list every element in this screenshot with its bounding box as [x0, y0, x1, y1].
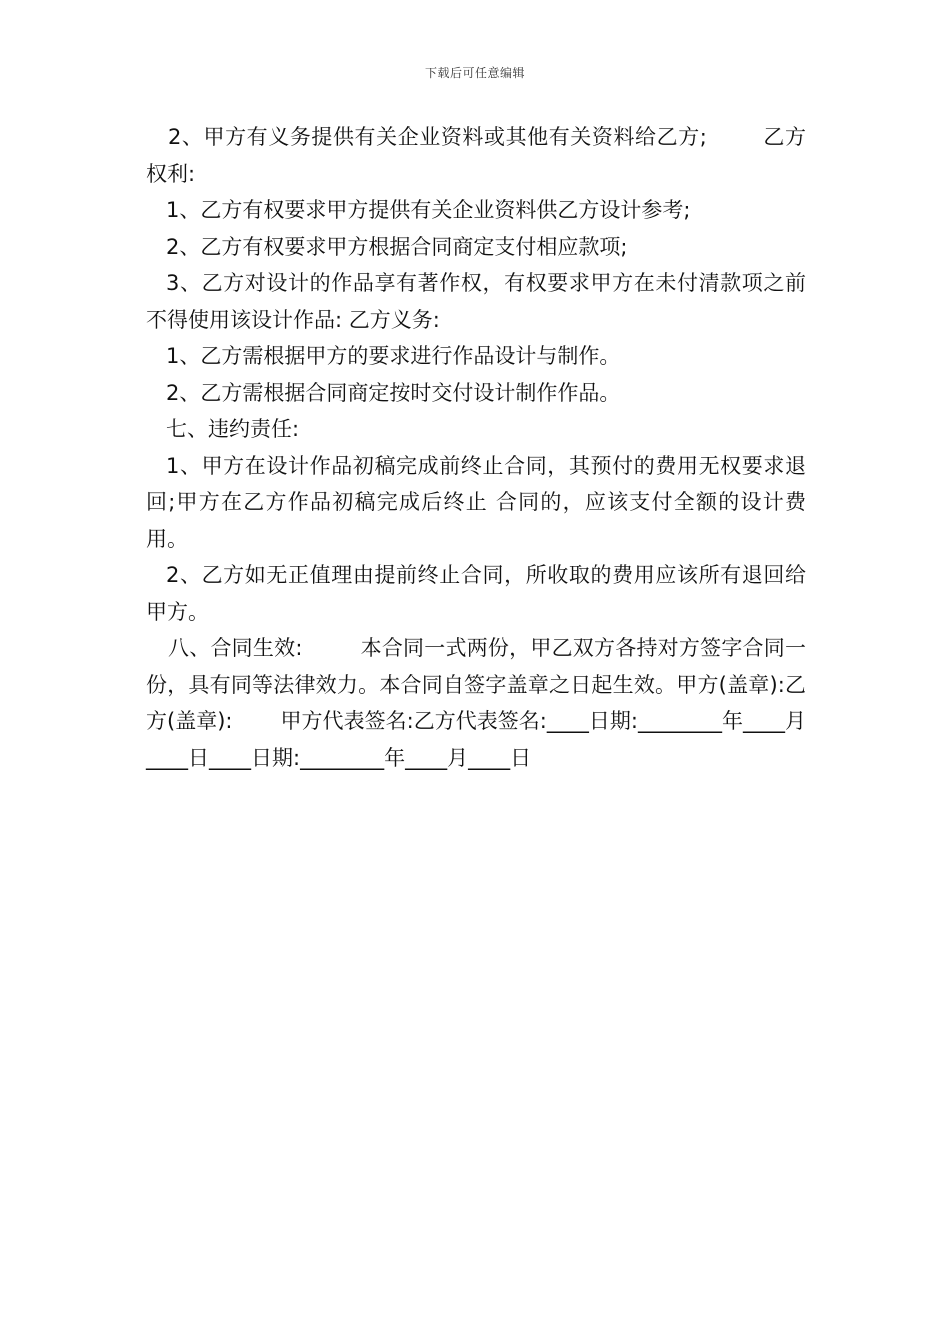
paragraph-text: 本合同一式两份，甲乙双方各持对方签字合同一份，具有同等法律效力。本合同自签字盖章之日起生效。甲方(盖章):乙方(盖章): — [146, 636, 806, 733]
paragraph-party-b-right-1: 1、乙方有权要求甲方提供有关企业资料供乙方设计参考; — [166, 198, 691, 222]
paragraph-breach-2: 2、乙方如无正值理由提前终止合同，所收取的费用应该所有退回给甲方。 — [146, 563, 806, 624]
paragraph-text: 3、乙方对设计的作品享有著作权，有权要求甲方在未付清款项之前不得使用该设计作品: — [146, 271, 806, 332]
paragraph-party-b-right-2: 2、乙方有权要求甲方根据合同商定支付相应款项; — [166, 234, 628, 259]
paragraph-party-b-right-3 — [146, 265, 806, 338]
section-heading-breach: 七、违约责任: — [166, 417, 300, 441]
section-heading-party-b-rights: 乙方权利: — [146, 125, 806, 186]
paragraph-party-b-duty-2: 2、乙方需根据合同商定按时交付设计制作作品。 — [166, 380, 621, 405]
paragraph-text: 2、甲方有义务提供有关企业资料或其他有关资料给乙方; — [168, 125, 707, 149]
section-heading-party-b-duties: 乙方义务: — [348, 307, 440, 332]
page-header: 下载后可任意编辑 — [424, 66, 525, 80]
document-body — [146, 119, 806, 776]
paragraph-party-b-duty-1: 1、乙方需根据甲方的要求进行作品设计与制作。 — [166, 344, 621, 368]
signature-date-line: 甲方代表签名:乙方代表签名:____日期:________年____月____日____日期:________年____月____日 — [146, 709, 806, 770]
paragraph-party-a-duty — [146, 119, 806, 192]
paragraph-breach-1: 1、甲方在设计作品初稿完成前终止合同，其预付的费用无权要求退回;甲方在乙方作品初稿完成后终止 合同的，应该支付全额的设计费用。 — [146, 453, 806, 551]
paragraph-effectiveness — [146, 630, 806, 776]
section-heading-effectiveness: 八、合同生效: — [168, 636, 303, 660]
